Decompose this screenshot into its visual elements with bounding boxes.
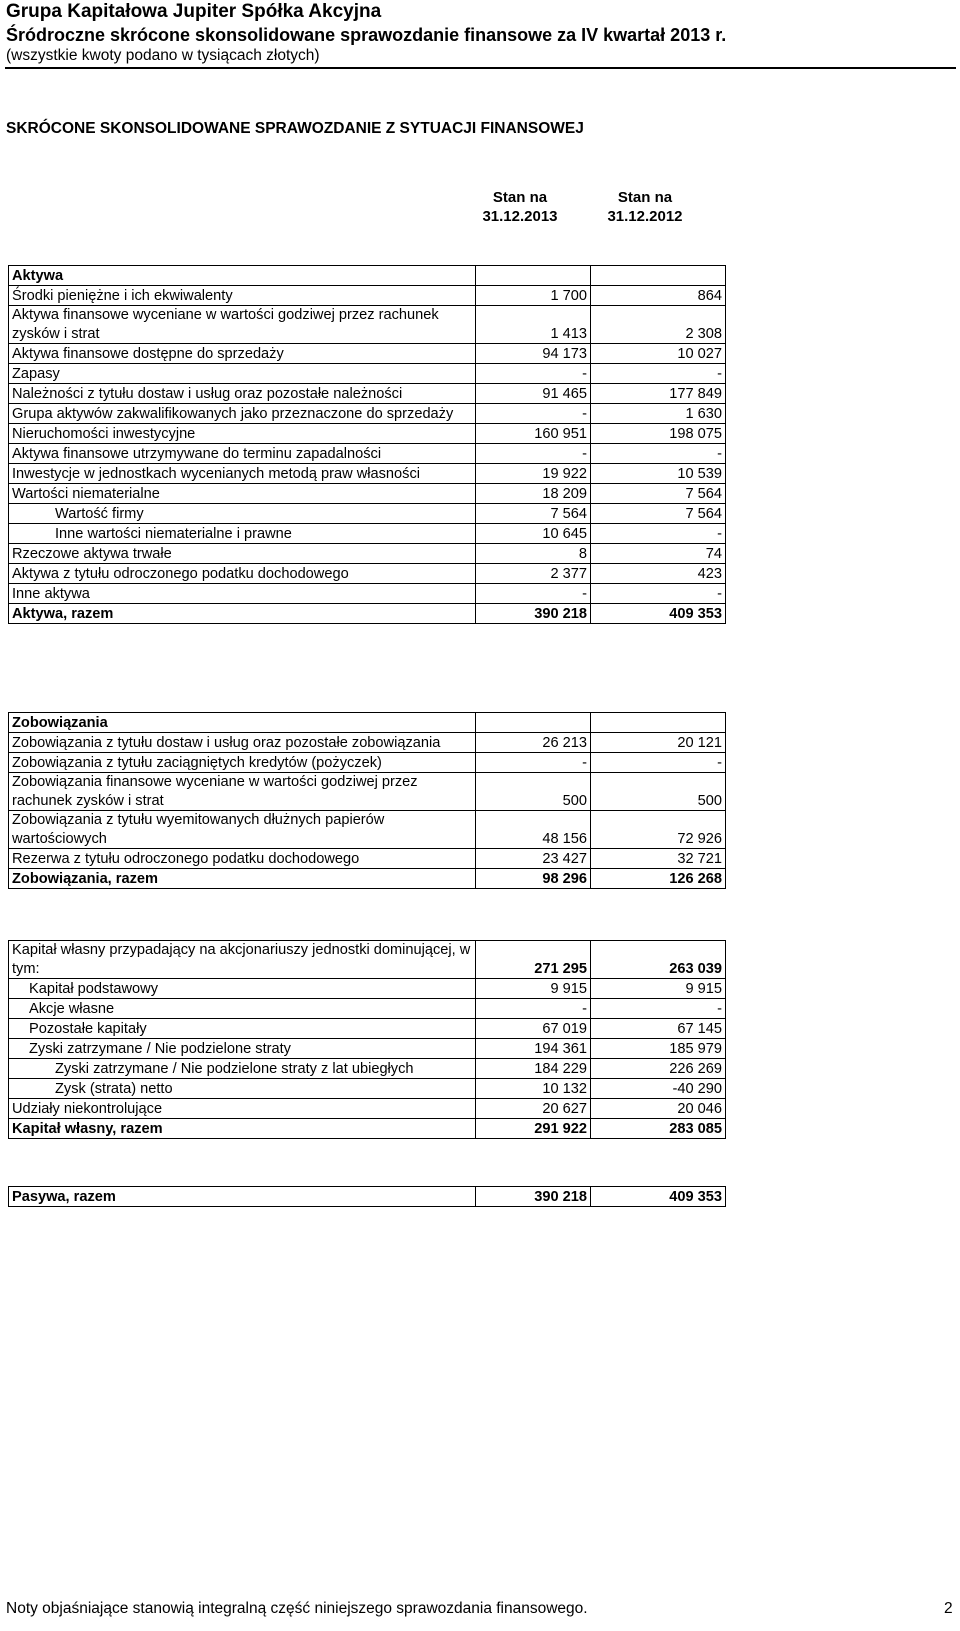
row-label: Pasywa, razem	[9, 1187, 476, 1207]
value-2013: 1 413	[476, 306, 591, 344]
table-row	[9, 564, 726, 584]
value-2012	[591, 713, 726, 733]
row-label: Aktywa z tytułu odroczonego podatku dochodowego	[9, 564, 476, 584]
value-2013: 98 296	[476, 869, 591, 889]
row-label: Zobowiązania	[9, 713, 476, 733]
row-label: Należności z tytułu dostaw i usług oraz pozostałe należności	[9, 384, 476, 404]
value-2013: 19 922	[476, 464, 591, 484]
row-label: Zobowiązania z tytułu wyemitowanych dłużnych papierów wartościowych	[9, 811, 476, 849]
table-row	[9, 364, 726, 384]
liabilities-table	[8, 712, 726, 889]
value-2013: 91 465	[476, 384, 591, 404]
row-label: Zapasy	[9, 364, 476, 384]
value-2013: 160 951	[476, 424, 591, 444]
row-label: Inne wartości niematerialne i prawne	[9, 524, 476, 544]
table-row	[9, 544, 726, 564]
column-header-2012	[595, 188, 695, 226]
table-row	[9, 1079, 726, 1099]
value-2012: 263 039	[591, 941, 726, 979]
row-label: Aktywa finansowe utrzymywane do terminu zapadalności	[9, 444, 476, 464]
row-label: Kapitał własny, razem	[9, 1119, 476, 1139]
value-2013: 20 627	[476, 1099, 591, 1119]
value-2013: 1 700	[476, 286, 591, 306]
table-row	[9, 773, 726, 811]
value-2012: 74	[591, 544, 726, 564]
table-row	[9, 1059, 726, 1079]
table-row	[9, 1019, 726, 1039]
column-header-2013-line1: Stan na	[492, 189, 548, 206]
row-label: Zysk (strata) netto	[9, 1079, 476, 1099]
table-row	[9, 733, 726, 753]
row-label: Inwestycje w jednostkach wycenianych metodą praw własności	[9, 464, 476, 484]
row-label: Zobowiązania z tytułu zaciągniętych kredytów (pożyczek)	[9, 753, 476, 773]
table-row	[9, 1099, 726, 1119]
value-2012	[591, 266, 726, 286]
value-2012: 20 046	[591, 1099, 726, 1119]
row-label: Wartości niematerialne	[9, 484, 476, 504]
table-row	[9, 464, 726, 484]
value-2013: 9 915	[476, 979, 591, 999]
value-2012: 20 121	[591, 733, 726, 753]
value-2012: 10 539	[591, 464, 726, 484]
value-2013: -	[476, 444, 591, 464]
value-2012: 126 268	[591, 869, 726, 889]
row-label: Zobowiązania finansowe wyceniane w wartości godziwej przez rachunek zysków i strat	[9, 773, 476, 811]
column-header-2012-line1: Stan na	[617, 189, 673, 206]
table-row	[9, 444, 726, 464]
table-row	[9, 979, 726, 999]
row-label: Aktywa finansowe dostępne do sprzedaży	[9, 344, 476, 364]
value-2013	[476, 266, 591, 286]
value-2013: 8	[476, 544, 591, 564]
value-2012: 226 269	[591, 1059, 726, 1079]
value-2012: -	[591, 753, 726, 773]
row-label: Środki pieniężne i ich ekwiwalenty	[9, 286, 476, 306]
page-number: 2	[944, 1600, 953, 1617]
value-2012: 283 085	[591, 1119, 726, 1139]
table-row	[9, 753, 726, 773]
statement-title: SKRÓCONE SKONSOLIDOWANE SPRAWOZDANIE Z SYTUACJI FINANSOWEJ	[6, 120, 584, 137]
footer-note: Noty objaśniające stanowią integralną część niniejszego sprawozdania finansowego.	[6, 1600, 588, 1617]
row-label: Wartość firmy	[9, 504, 476, 524]
value-2013: -	[476, 584, 591, 604]
value-2012: -	[591, 364, 726, 384]
value-2012: 32 721	[591, 849, 726, 869]
value-2013: -	[476, 404, 591, 424]
total-row	[9, 869, 726, 889]
header-rule	[5, 67, 956, 69]
value-2012: -	[591, 444, 726, 464]
row-label: Zobowiązania z tytułu dostaw i usług oraz pozostałe zobowiązania	[9, 733, 476, 753]
value-2012: 9 915	[591, 979, 726, 999]
table-row	[9, 999, 726, 1019]
row-label: Rzeczowe aktywa trwałe	[9, 544, 476, 564]
table-row	[9, 404, 726, 424]
row-label: Udziały niekontrolujące	[9, 1099, 476, 1119]
value-2013: 10 132	[476, 1079, 591, 1099]
value-2013: 390 218	[476, 1187, 591, 1207]
amounts-note: (wszystkie kwoty podano w tysiącach złotych)	[6, 47, 320, 64]
value-2013: 48 156	[476, 811, 591, 849]
row-label: Kapitał podstawowy	[9, 979, 476, 999]
value-2012: 198 075	[591, 424, 726, 444]
value-2013: 390 218	[476, 604, 591, 624]
row-label: Zyski zatrzymane / Nie podzielone straty z lat ubiegłych	[9, 1059, 476, 1079]
row-label: Aktywa finansowe wyceniane w wartości godziwej przez rachunek zysków i strat	[9, 306, 476, 344]
table-row	[9, 286, 726, 306]
row-label: Aktywa	[9, 266, 476, 286]
row-label: Pozostałe kapitały	[9, 1019, 476, 1039]
value-2013: -	[476, 753, 591, 773]
value-2012: 423	[591, 564, 726, 584]
table-row	[9, 811, 726, 849]
report-title: Śródroczne skrócone skonsolidowane sprawozdanie finansowe za IV kwartał 2013 r.	[6, 25, 727, 45]
table-row	[9, 424, 726, 444]
value-2013: 291 922	[476, 1119, 591, 1139]
company-name: Grupa Kapitałowa Jupiter Spółka Akcyjna	[6, 1, 382, 22]
row-label: Rezerwa z tytułu odroczonego podatku dochodowego	[9, 849, 476, 869]
value-2013: 184 229	[476, 1059, 591, 1079]
table-row	[9, 849, 726, 869]
value-2012: -	[591, 999, 726, 1019]
equity-table	[8, 940, 726, 1139]
value-2013: -	[476, 364, 591, 384]
table-row	[9, 384, 726, 404]
table-row	[9, 484, 726, 504]
value-2012: 500	[591, 773, 726, 811]
row-label: Aktywa, razem	[9, 604, 476, 624]
value-2012: 7 564	[591, 504, 726, 524]
value-2013: 26 213	[476, 733, 591, 753]
total-row	[9, 1119, 726, 1139]
value-2012: -	[591, 524, 726, 544]
value-2012: 2 308	[591, 306, 726, 344]
value-2012: -	[591, 584, 726, 604]
value-2012: 177 849	[591, 384, 726, 404]
value-2013: 271 295	[476, 941, 591, 979]
column-header-2013	[470, 188, 570, 226]
assets-table	[8, 265, 726, 624]
value-2012: 1 630	[591, 404, 726, 424]
row-label: Kapitał własny przypadający na akcjonariuszy jednostki dominującej, w tym:	[9, 941, 476, 979]
value-2012: 864	[591, 286, 726, 306]
row-label: Zobowiązania, razem	[9, 869, 476, 889]
column-header-2012-line2: 31.12.2012	[607, 208, 683, 225]
table-row	[9, 306, 726, 344]
value-2013: 7 564	[476, 504, 591, 524]
value-2013: 18 209	[476, 484, 591, 504]
value-2013	[476, 713, 591, 733]
value-2012: 10 027	[591, 344, 726, 364]
value-2012: -40 290	[591, 1079, 726, 1099]
value-2012: 7 564	[591, 484, 726, 504]
value-2013: 2 377	[476, 564, 591, 584]
value-2012: 409 353	[591, 1187, 726, 1207]
value-2013: 500	[476, 773, 591, 811]
value-2013: 94 173	[476, 344, 591, 364]
table-row	[9, 584, 726, 604]
table-row	[9, 344, 726, 364]
value-2012: 185 979	[591, 1039, 726, 1059]
value-2013: 67 019	[476, 1019, 591, 1039]
row-label: Inne aktywa	[9, 584, 476, 604]
table-row	[9, 1039, 726, 1059]
value-2013: 23 427	[476, 849, 591, 869]
row-label: Zyski zatrzymane / Nie podzielone straty	[9, 1039, 476, 1059]
row-label: Akcje własne	[9, 999, 476, 1019]
value-2012: 67 145	[591, 1019, 726, 1039]
table-row	[9, 941, 726, 979]
value-2013: 10 645	[476, 524, 591, 544]
table-row	[9, 266, 726, 286]
value-2012: 72 926	[591, 811, 726, 849]
total-row	[9, 604, 726, 624]
row-label: Grupa aktywów zakwalifikowanych jako przeznaczone do sprzedaży	[9, 404, 476, 424]
column-header-2013-line2: 31.12.2013	[482, 208, 558, 225]
value-2013: 194 361	[476, 1039, 591, 1059]
value-2012: 409 353	[591, 604, 726, 624]
total-row	[9, 1187, 726, 1207]
table-row	[9, 524, 726, 544]
value-2013: -	[476, 999, 591, 1019]
table-row	[9, 504, 726, 524]
table-row	[9, 713, 726, 733]
row-label: Nieruchomości inwestycyjne	[9, 424, 476, 444]
grand-total-table	[8, 1186, 726, 1207]
